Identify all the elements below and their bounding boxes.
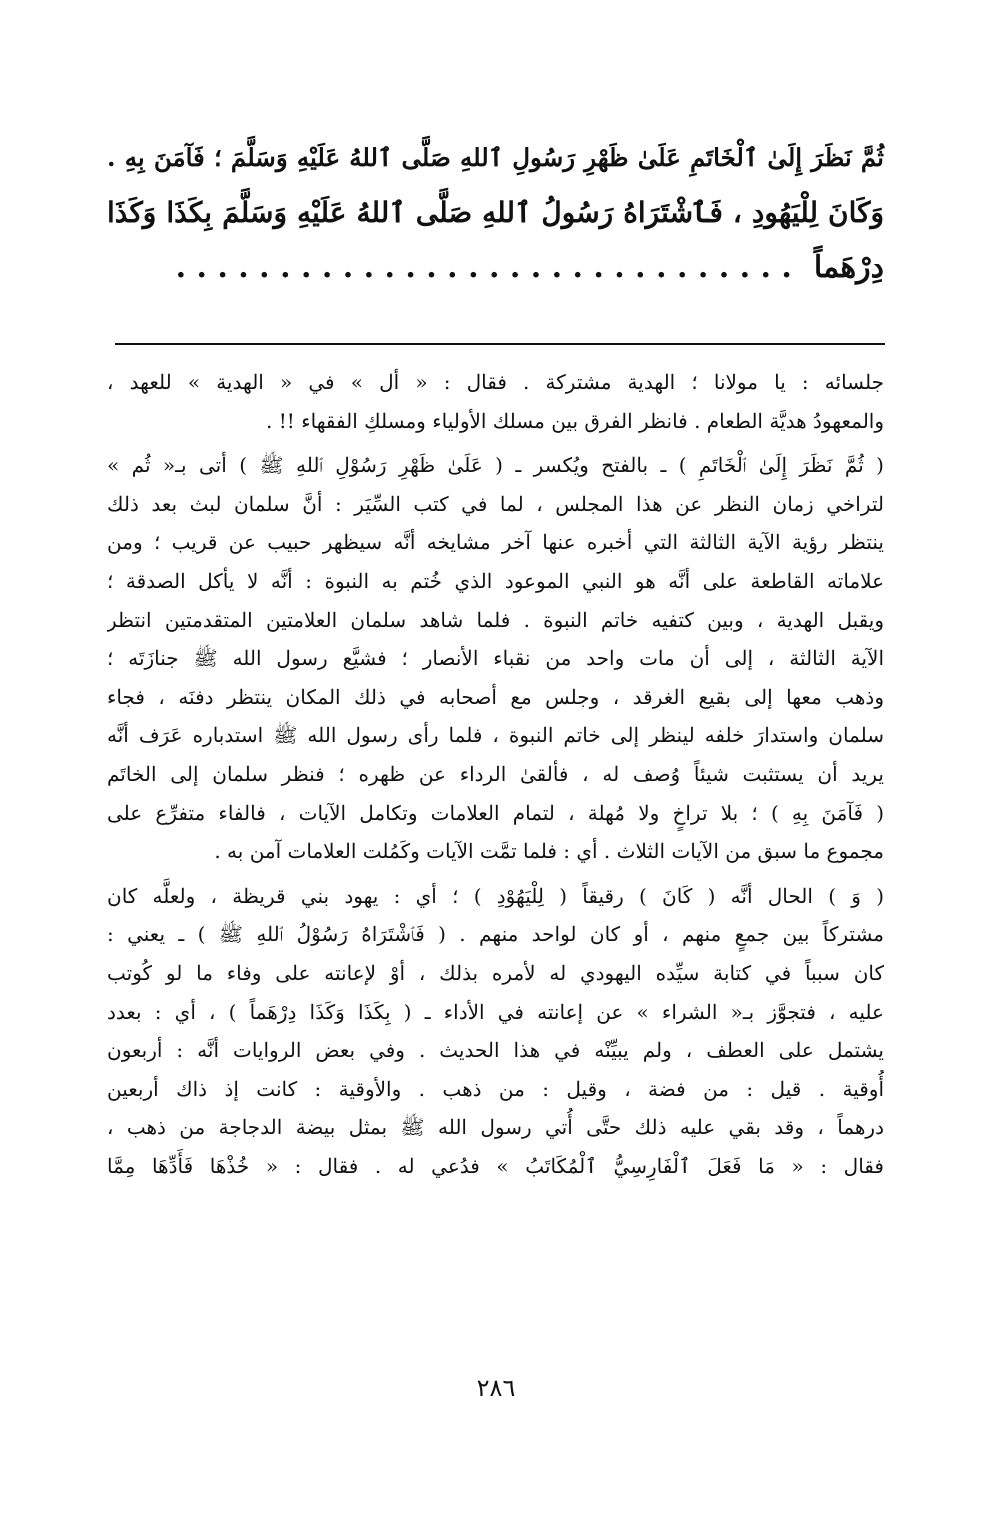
separator-rule: [115, 343, 885, 345]
page-number: ٢٨٦: [476, 1374, 516, 1402]
commentary-line: يشتمل على العطف ، ولم يبيِّنْه في هذا الحديث . وفي بعض الروايات أنَّه : أربعون: [107, 1038, 884, 1063]
commentary-line: وذهب معها إلى بقيع الغرقد ، وجلس مع أصحابه في ذلك المكان ينتظر دفنَه ، فجاء: [107, 684, 884, 709]
commentary-line: ينتظر رؤية الآية الثالثة التي أخبره عنها آخر مشايخه أنَّه سيظهر حبيب عن قريب ؛ ومن: [107, 530, 884, 555]
commentary-line: لتراخي زمان النظر عن هذا المجلس ، لما في كتب السِّيَر : أنَّ سلمان لبث بعد ذلك: [107, 491, 884, 516]
commentary-line: مشتركاً بين جمعٍ منهم ، أو كان لواحد منهم . ( فَٱشْتَرَاهُ رَسُوْلُ ٱللهِ ﷺ ) ـ يعني :: [107, 922, 884, 947]
commentary-line: علاماته القاطعة على أنَّه هو النبي الموعود الذي خُتم به النبوة : أنَّه لا يأكل الصدقة ؛: [107, 568, 884, 593]
commentary-line: درهماً ، وقد بقي عليه ذلك حتَّى أُتي رسول الله ﷺ بمثل بيضة الدجاجة من ذهب ،: [107, 1115, 884, 1140]
hadith-line-word: دِرْهَماً: [813, 250, 884, 285]
commentary-line: ( فَآمَنَ بِهِ ) ؛ بلا تراخٍ ولا مُهلة ، لتمام العلامات وتكامل الآيات ، فالفاء متفرِّع على: [107, 800, 884, 825]
commentary-line: ( وَ ) الحال أنَّه ( كَانَ ) رقيقاً ( لِلْيَهُوْدِ ) ؛ أي : يهود بني قريظة ، ولعلَّه كان: [107, 883, 884, 908]
hadith-line: ثُمَّ نَظَرَ إِلَىٰ ٱلْخَاتَمِ عَلَىٰ ظَهْرِ رَسُولِ ٱللهِ صَلَّى ٱللهُ عَلَيْهِ وَسَلَّمَ ؛ فَآمَنَ بِهِ .: [107, 143, 884, 172]
commentary-line: فقال : « مَا فَعَلَ ٱلْفَارِسِيُّ ٱلْمُكَاتَبُ » فدُعي له . فقال : « خُذْهَا فَأَدِّهَا مِمَّا: [107, 1153, 884, 1178]
commentary-line: عليه ، فتجوَّز بـ« الشراء » عن إعانته في الأداء ـ ( بِكَذَا وَكَذَا دِرْهَماً ) ، أي : بعدد: [107, 999, 884, 1024]
commentary-line: ويقبل الهدية ، وبين كتفيه خاتم النبوة . فلما شاهد سلمان العلامتين المتقدمتين انتظر: [107, 607, 884, 632]
ellipsis-dots: . . . . . . . . . . . . . . . . . . . . . . . . . . . . . .: [175, 250, 792, 285]
commentary-line: سلمان واستدارَ خلفه لينظر إلى خاتم النبوة ، فلما رأى رسول الله ﷺ استدباره عَرَف أنَّه: [107, 723, 884, 748]
hadith-line: وَكَانَ لِلْيَهُودِ ، فَٱشْتَرَاهُ رَسُولُ ٱللهِ صَلَّى ٱللهُ عَلَيْهِ وَسَلَّمَ بِكَذَا وَكَذَا: [107, 196, 884, 229]
commentary-line: أُوقية . قيل : من فضة ، وقيل : من ذهب . والأوقية : كانت إذ ذاك أربعين: [107, 1076, 884, 1101]
hadith-line: [107, 240, 884, 295]
commentary-line: مجموع ما سبق من الآيات الثلاث . أي : فلما تمَّت الآيات وكَمُلت العلامات آمن به .: [214, 839, 884, 864]
commentary-line: يريد أن يستثبت شيئاً وُصف له ، فألقىٰ الرداء عن ظهره ؛ فنظر سلمان إلى الخاتَم: [107, 761, 884, 786]
commentary-line: كان سبباً في كتابة سيِّده اليهودي له لأمره بذلك ، أوْ لإعانته على وفاء ما لو كُوتب: [107, 960, 884, 985]
hadith-text: [107, 130, 884, 295]
commentary-line: والمعهودُ هديَّة الطعام . فانظر الفرق بين مسلك الأولياء ومسلكِ الفقهاء !! .: [266, 408, 884, 433]
commentary-line: ( ثُمَّ نَظَرَ إِلَىٰ ٱلْخَاتَمِ ) ـ بالفتح ويُكسر ـ ( عَلَىٰ ظَهْرِ رَسُوْلِ ٱللهِ ﷺ ) أتى بـ« ثُم »: [107, 453, 884, 478]
commentary-text: [107, 363, 884, 1185]
commentary-line: جلسائه : يا مولانا ؛ الهدية مشتركة . فقال : « أل » في « الهدية » للعهد ،: [107, 370, 884, 394]
commentary-line: الآية الثالثة ، إلى أن مات واحد من نقباء الأنصار ؛ فشيَّع رسول الله ﷺ جنازَتَه ؛: [107, 646, 884, 671]
